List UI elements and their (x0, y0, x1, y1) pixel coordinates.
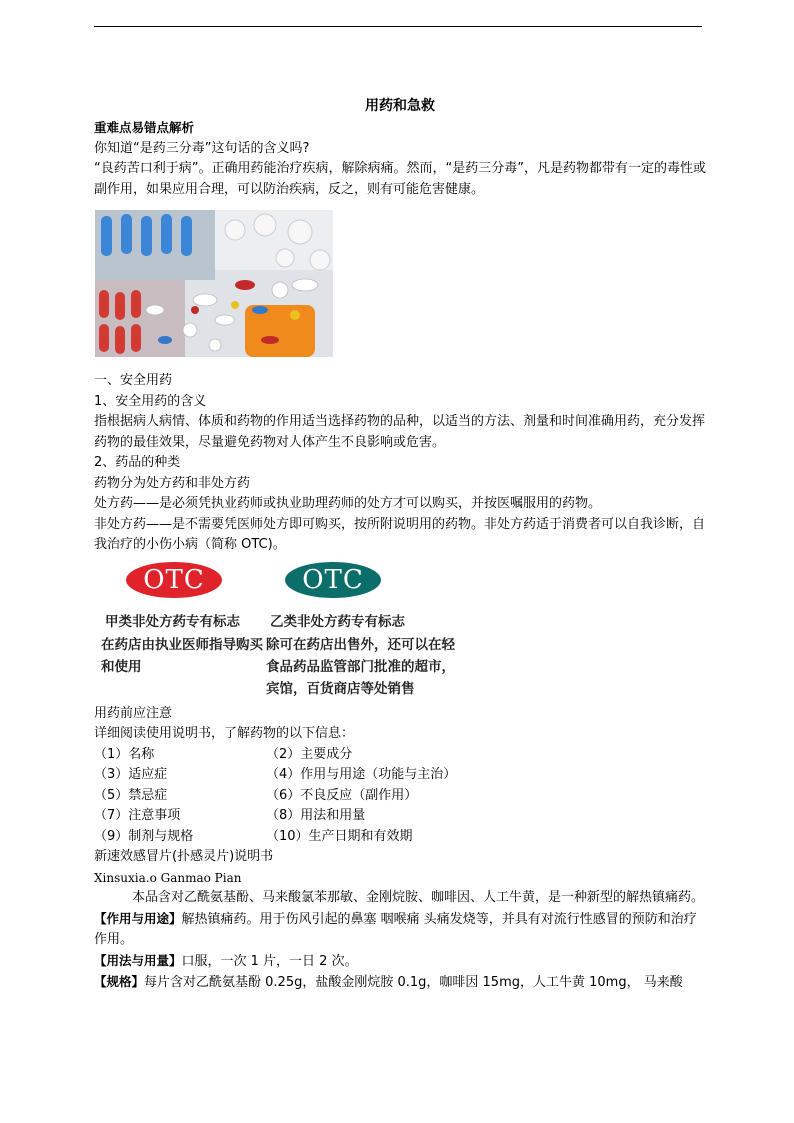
otc-definition: 非处方药——是不需要凭医师处方即可购买，按所附说明用的药物。非处方药适于消费者可以自我诊断，自我治疗的小伤小病（简称 OTC)。 (94, 516, 706, 552)
spec-label: 【规格】 (94, 974, 145, 989)
usage-text: 解热镇痛药。用于伤风引起的鼻塞 咽喉痛 头痛发烧等，并具有对流行性感冒的预防和治疗作用。 (94, 911, 697, 947)
info-item: （9）制剂与规格 (94, 828, 194, 844)
usage-paragraph (94, 909, 706, 951)
dosage-label: 【用法与用量】 (94, 952, 182, 968)
info-item: （3）适应症 (94, 767, 168, 782)
info-item: （4）作用与用途（功能与主治） (266, 767, 457, 782)
usage-label: 【作用与用途】 (94, 910, 182, 926)
safe-definition: 指根据病人病情、体质和药物的作用适当选择药物的品种，以适当的方法、剂量和时间准确用药，充分发挥药物的最佳效果，尽量避免药物对人体产生不良影响或危害。 (94, 414, 706, 450)
document-body (94, 96, 706, 994)
info-item: （1）名称 (94, 746, 155, 762)
info-item: （2）主要成分 (266, 746, 353, 762)
leaflet-body: 本品含对乙酰氨基酚、马来酸氯苯那敏、金刚烷胺、咖啡因、人工牛黄，是一种新型的解热镇痛药。 (132, 890, 705, 905)
rx-definition: 处方药——是必须凭执业药师或执业助理药师的处方才可以购买，并按医嘱服用的药物。 (94, 496, 602, 511)
otc-desc-a: 在药店由执业医师指导购买和使用 (101, 636, 263, 675)
pills-photo (95, 210, 333, 357)
intro-paragraph: “良药苦口利于病”。正确用药能治疗疾病，解除病痛。然而，“是药三分毒”，凡是药物都带有一定的毒性或副作用，如果应用合理，可以防治疾病，反之，则有可能危害健康。 (94, 161, 706, 197)
otc-green-badge: OTC (285, 562, 381, 598)
spec-text: 每片含对乙酰氨基酚 0.25g，盐酸金刚烷胺 0.1g，咖啡因 15mg，人工牛黄 10mg， 马来酸 (144, 975, 683, 990)
info-items-grid (94, 745, 706, 848)
safe-subheading-1: 1、安全用药的含义 (94, 393, 207, 409)
info-item: （10）生产日期和有效期 (266, 828, 413, 844)
safe-heading: 一、安全用药 (94, 373, 173, 388)
page-title: 用药和急救 (365, 98, 435, 114)
before-use-heading: 用药前应注意 (94, 705, 173, 721)
dosage-text: 口服，一次 1 片，一日 2 次。 (181, 953, 358, 969)
otc-desc-b-line: 宾馆，百货商店等处销售 (266, 680, 415, 697)
leaflet-pinyin: Xinsuxia.o Ganmao Pian (94, 870, 242, 885)
intro-question: 你知道“是药三分毒”这句话的含义吗? (94, 140, 310, 156)
otc-desc-b-line: 除可在药店出售外，还可以在轻 (266, 636, 455, 653)
dosage-paragraph (94, 951, 706, 973)
before-use-text: 详细阅读使用说明书，了解药物的以下信息： (94, 726, 355, 741)
info-item: （6）不良反应（副作用） (266, 787, 418, 803)
drug-types: 药物分为处方药和非处方药 (94, 475, 251, 491)
safe-subheading-2: 2、药品的种类 (94, 455, 181, 470)
otc-red-badge: OTC (126, 562, 222, 598)
otc-label-b: 乙类非处方药专有标志 (270, 613, 405, 630)
leaflet-title: 新速效感冒片(扑感灵片)说明书 (94, 849, 274, 864)
otc-desc-b-line: 食品药品监管部门批准的超市， (266, 658, 455, 675)
section-heading: 重难点易错点解析 (94, 120, 195, 135)
otc-desc-b (266, 634, 506, 700)
page-header-rule (94, 26, 702, 27)
info-item: （7）注意事项 (94, 808, 181, 823)
otc-label-a: 甲类非处方药专有标志 (105, 613, 240, 630)
info-item: （5）禁忌症 (94, 787, 168, 803)
otc-figure (94, 562, 706, 697)
info-item: （8）用法和用量 (266, 808, 366, 823)
spec-paragraph (94, 972, 706, 994)
